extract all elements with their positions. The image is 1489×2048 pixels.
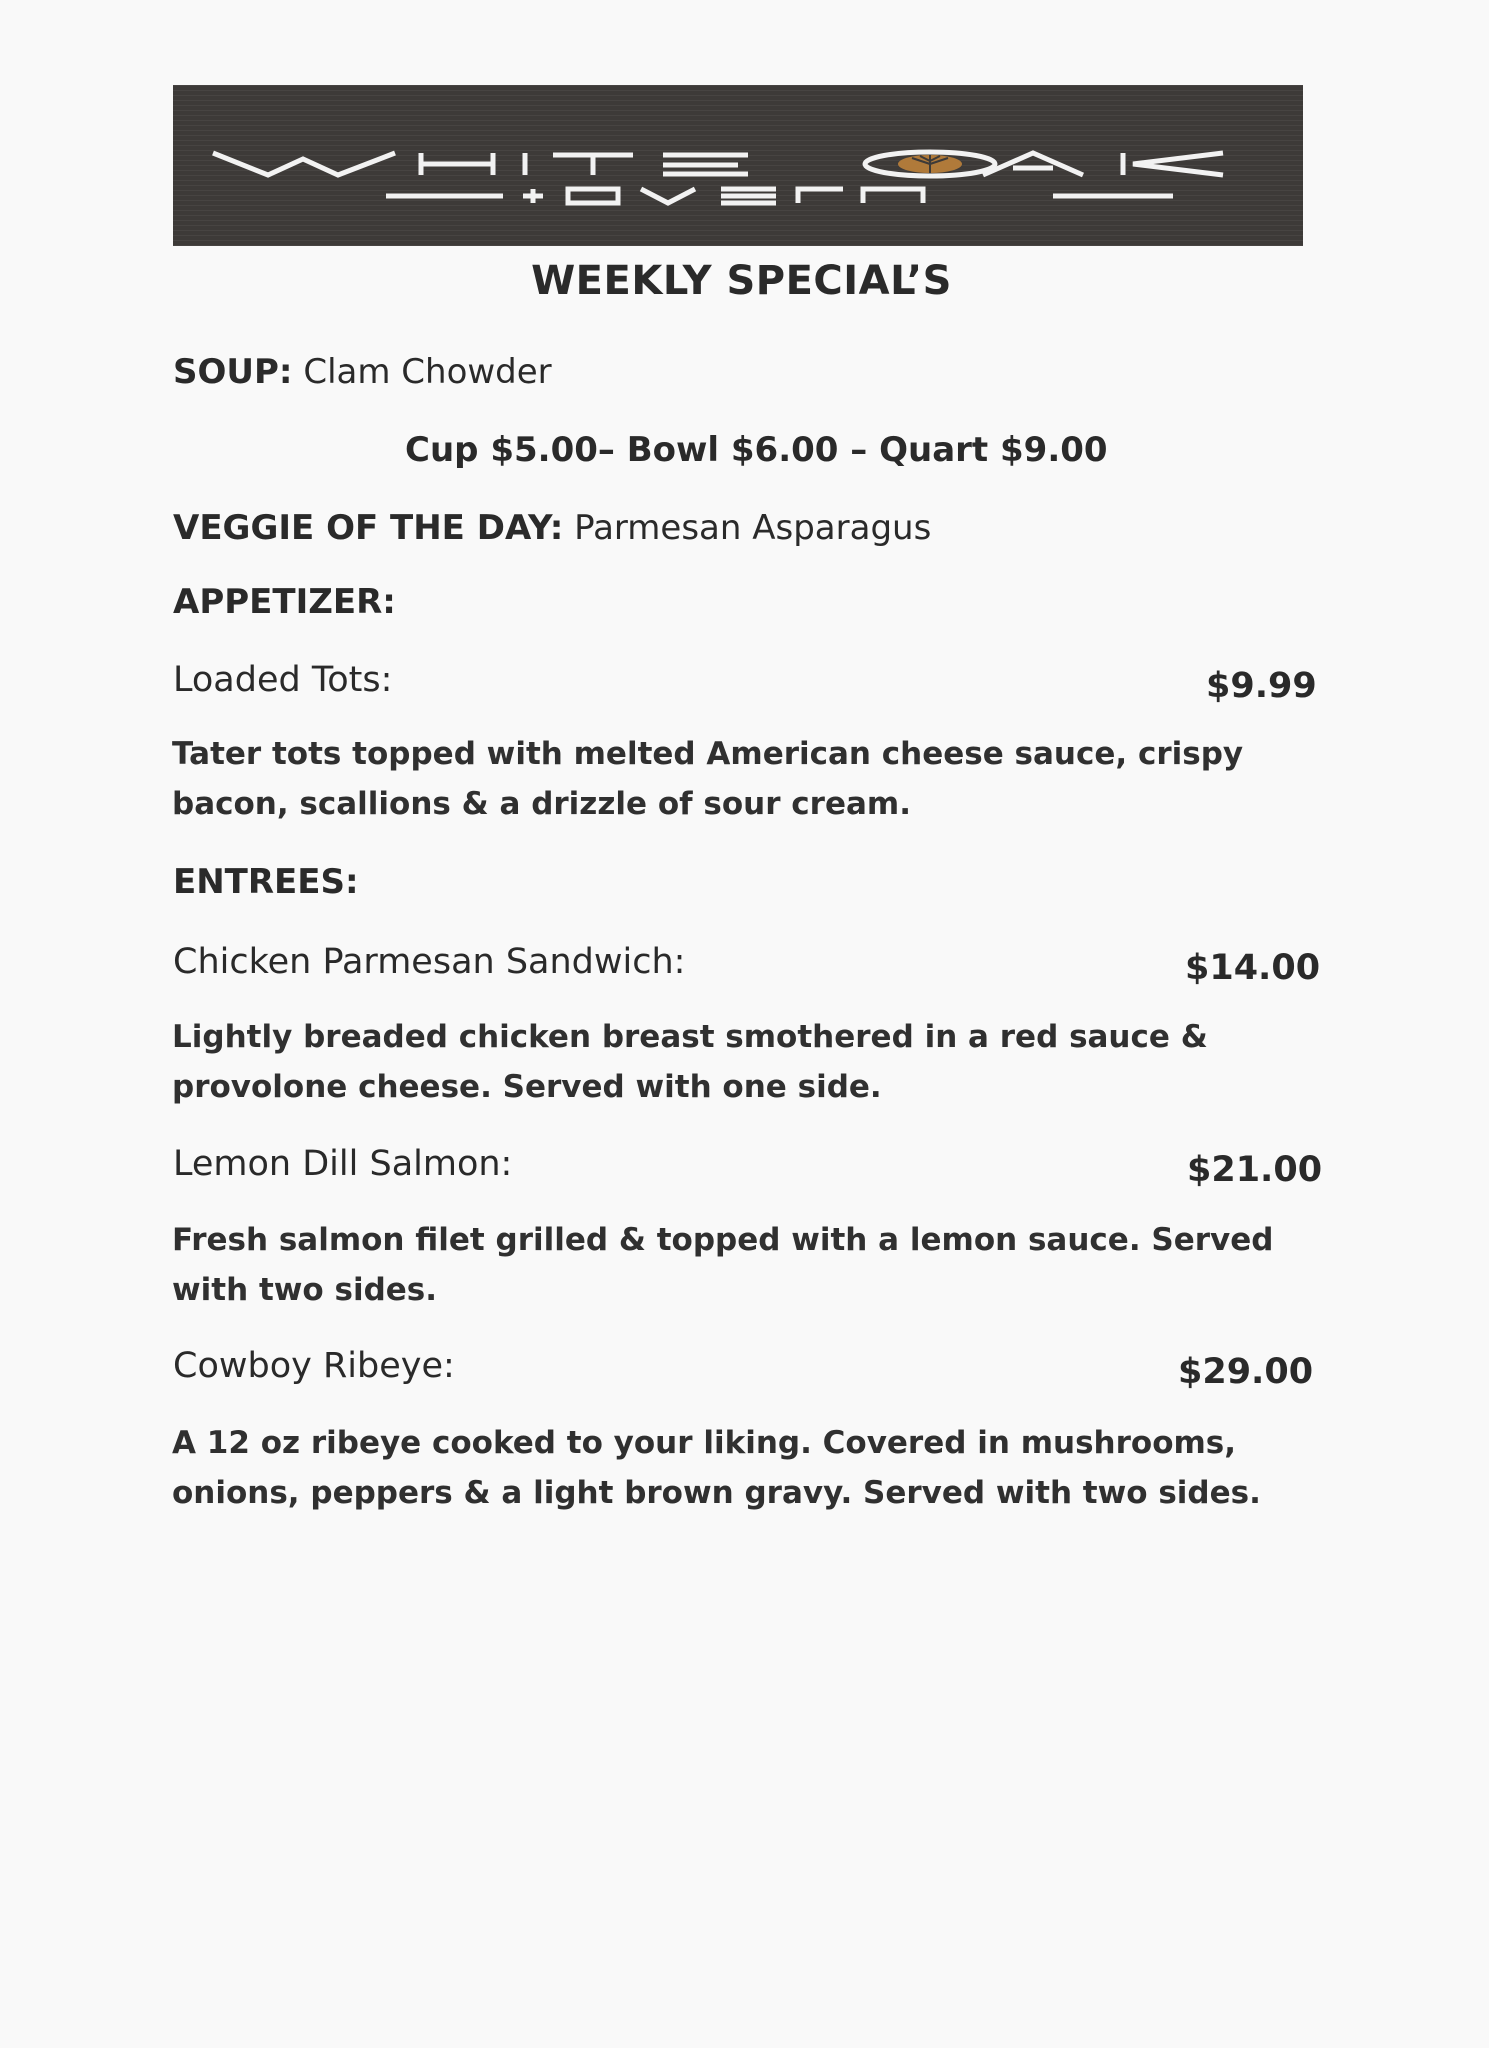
oak-tree-icon (898, 155, 962, 173)
soup-label: SOUP: (173, 352, 293, 392)
veggie-line (173, 508, 931, 548)
menu-item-name: Loaded Tots: (173, 660, 393, 700)
menu-item-description: A 12 oz ribeye cooked to your liking. Covered in mushrooms, onions, peppers & a light brown gravy. Served with two sides. (172, 1425, 1261, 1511)
menu-item-description: Fresh salmon filet grilled & topped with a lemon sauce. Served with two sides. (172, 1222, 1274, 1308)
menu-item-name: Chicken Parmesan Sandwich: (173, 942, 686, 982)
white-oak-tavern-logo (173, 85, 1303, 246)
menu-item-name: Lemon Dill Salmon: (173, 1144, 513, 1184)
menu-item-description: Lightly breaded chicken breast smothered in a red sauce & provolone cheese. Served with one side. (172, 1019, 1208, 1105)
entrees-heading: ENTREES: (173, 862, 359, 902)
menu-item-description: Tater tots topped with melted American cheese sauce, crispy bacon, scallions & a drizzle of sour cream. (172, 736, 1244, 822)
menu-item-price: $14.00 (1185, 948, 1321, 988)
veggie-name: Parmesan Asparagus (574, 508, 932, 548)
veggie-label: VEGGIE OF THE DAY: (173, 508, 564, 548)
menu-item-price: $21.00 (1187, 1150, 1323, 1190)
page-title: WEEKLY SPECIAL’S (531, 258, 952, 304)
appetizer-heading: APPETIZER: (173, 582, 396, 622)
soup-line (173, 352, 552, 392)
soup-name: Clam Chowder (303, 352, 552, 392)
soup-sizes: Cup $5.00– Bowl $6.00 – Quart $9.00 (405, 430, 1108, 470)
menu-item-name: Cowboy Ribeye: (173, 1346, 455, 1386)
menu-item-price: $9.99 (1206, 666, 1317, 706)
menu-item-price: $29.00 (1178, 1352, 1314, 1392)
logo-banner (173, 85, 1303, 246)
